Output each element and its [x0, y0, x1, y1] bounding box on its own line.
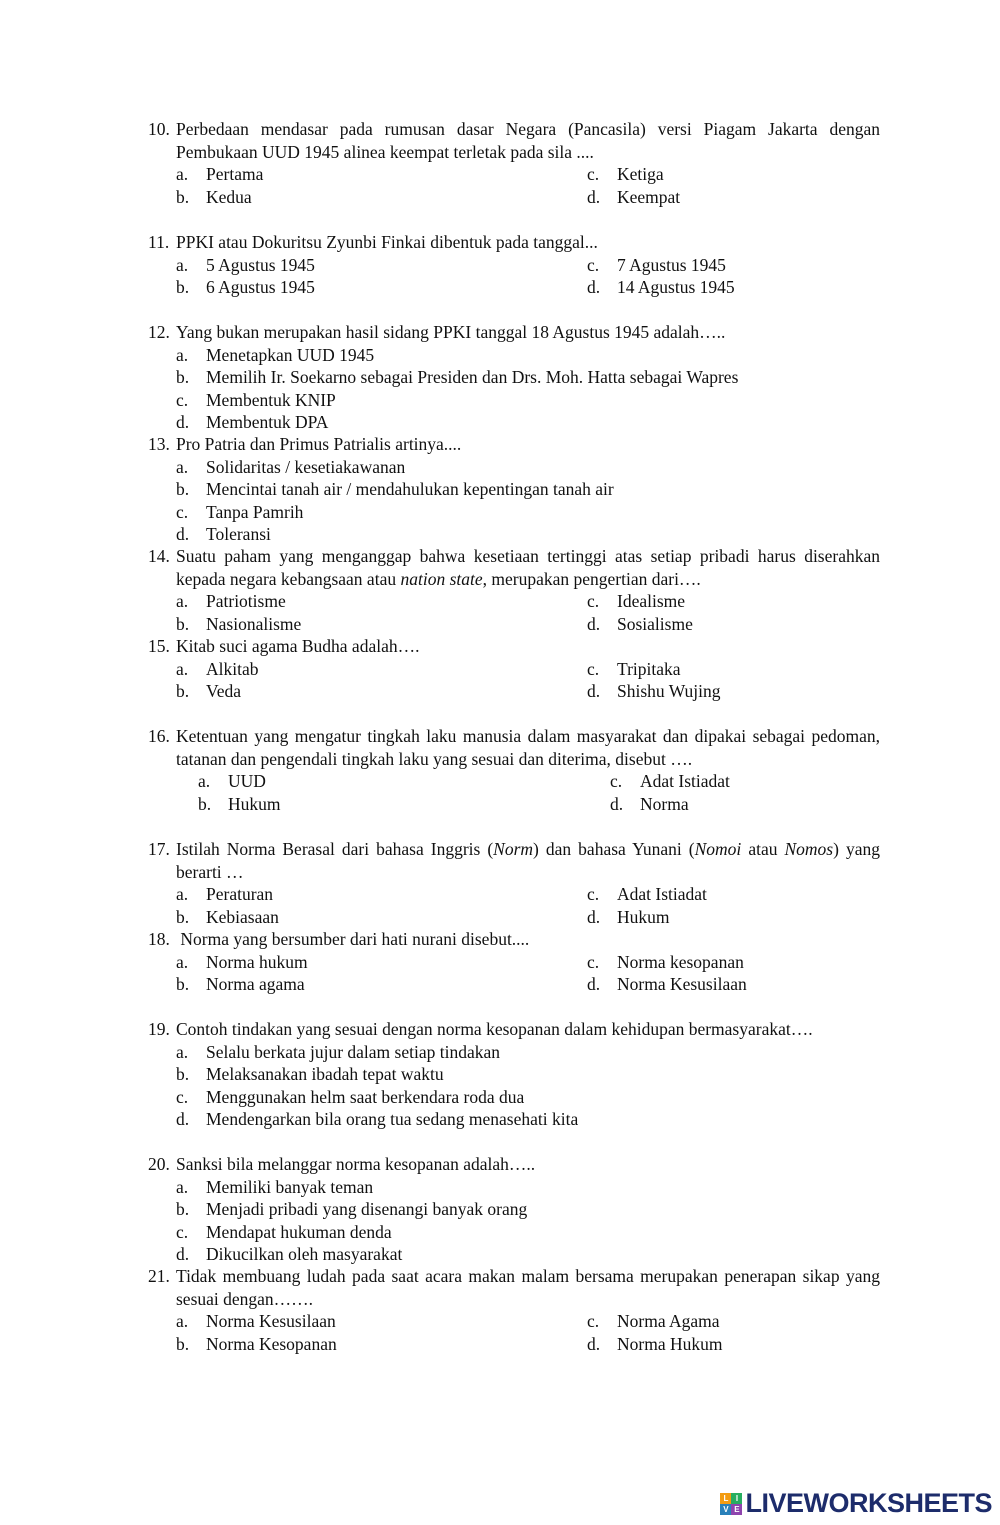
options	[176, 1310, 880, 1355]
option[interactable]	[587, 276, 880, 299]
option-letter: d.	[176, 524, 190, 544]
option-letter: c.	[587, 884, 600, 904]
option-text: 5 Agustus 1945	[206, 254, 315, 275]
option[interactable]	[587, 613, 880, 636]
logo-mark-cell: E	[731, 1504, 742, 1515]
option-text: Adat Istiadat	[640, 771, 730, 791]
option-letter: b.	[176, 186, 190, 207]
option-text: Norma Kesusilaan	[617, 974, 747, 994]
option[interactable]	[176, 411, 880, 434]
option-letter: a.	[176, 164, 189, 184]
option[interactable]	[176, 1221, 880, 1244]
question-text: Norma yang bersumber dari hati nurani disebut....	[176, 929, 530, 949]
option-letter: d.	[587, 906, 601, 927]
option-letter: b.	[176, 1199, 190, 1219]
question-16	[148, 725, 880, 815]
option-text: Kebiasaan	[206, 906, 279, 927]
option-text: UUD	[228, 771, 266, 791]
option[interactable]	[587, 186, 880, 209]
question-number: 15.	[148, 636, 170, 656]
option[interactable]	[587, 254, 880, 277]
question-number: 20.	[148, 1154, 170, 1174]
option[interactable]	[176, 1243, 880, 1266]
option[interactable]	[587, 590, 880, 613]
logo-mark-cell: I	[731, 1493, 742, 1504]
question-text: Tidak membuang ludah pada saat acara makan malam bersama merupakan penerapan sikap yang sesuai dengan…….	[176, 1266, 880, 1309]
option-text: Hukum	[617, 906, 670, 927]
option-letter: b.	[176, 479, 190, 499]
question-14	[148, 545, 880, 635]
option-letter: a.	[176, 951, 189, 972]
option-text: Kedua	[206, 186, 252, 207]
option-text: Idealisme	[617, 591, 686, 611]
option-text: Patriotisme	[206, 591, 286, 611]
option-text: Alkitab	[206, 658, 259, 679]
option-letter: d.	[610, 793, 624, 814]
question-number: 14.	[148, 546, 170, 566]
option[interactable]	[587, 973, 880, 996]
question-text	[176, 545, 880, 590]
option-text: Norma kesopanan	[617, 951, 744, 972]
question-number: 17.	[148, 839, 170, 859]
option-letter: b.	[176, 974, 190, 994]
option-letter: a.	[176, 344, 189, 365]
option-letter: c.	[610, 771, 623, 791]
logo-mark-cell: V	[720, 1504, 731, 1515]
option-letter: d.	[176, 412, 190, 432]
option[interactable]	[176, 344, 880, 367]
question-number: 13.	[148, 434, 170, 454]
option-letter: c.	[587, 591, 600, 611]
option[interactable]	[587, 680, 880, 703]
option-letter: b.	[176, 277, 190, 297]
question-text: PPKI atau Dokuritsu Zyunbi Finkai dibentuk pada tanggal...	[176, 232, 598, 252]
option-letter: a.	[176, 456, 189, 477]
question-text: Yang bukan merupakan hasil sidang PPKI tanggal 18 Agustus 1945 adalah…..	[176, 322, 726, 342]
option-text: Shishu Wujing	[617, 681, 721, 701]
options	[176, 1176, 880, 1266]
question-number: 12.	[148, 322, 170, 342]
option-text: Membentuk KNIP	[206, 389, 336, 410]
options	[198, 770, 880, 815]
option[interactable]	[176, 1108, 880, 1131]
option-letter: d.	[587, 1333, 601, 1354]
question-text-part: ) yang berarti …	[176, 839, 880, 882]
question-11	[148, 231, 880, 299]
option-text: 7 Agustus 1945	[617, 254, 726, 275]
logo-text: LIVEWORKSHEETS	[745, 1488, 992, 1518]
options	[176, 883, 880, 928]
options	[176, 344, 880, 434]
option-letter: a.	[176, 1176, 189, 1197]
option[interactable]	[176, 590, 587, 613]
option[interactable]	[176, 1310, 587, 1333]
option-letter: b.	[176, 1333, 190, 1354]
question-number: 16.	[148, 726, 170, 746]
option-letter: d.	[587, 681, 601, 701]
logo-mark-cell: L	[720, 1493, 731, 1504]
option[interactable]	[610, 770, 880, 793]
option[interactable]	[176, 906, 587, 929]
option-letter: a.	[176, 591, 189, 611]
option[interactable]	[176, 456, 880, 479]
question-text-italic: Norm	[493, 839, 534, 859]
option-text: Solidaritas / kesetiakawanan	[206, 456, 406, 477]
option-letter: a.	[176, 1041, 189, 1062]
option-text: Menetapkan UUD 1945	[206, 344, 375, 365]
question-text-part: Suatu paham yang menganggap bahwa kesetiaan tertinggi atas setiap pribadi harus diserahkan kepada negara kebangsaan atau	[176, 546, 880, 589]
option-letter: c.	[587, 951, 600, 972]
question-text: Sanksi bila melanggar norma kesopanan adalah…..	[176, 1154, 536, 1174]
options	[176, 951, 880, 996]
option-letter: b.	[176, 613, 190, 634]
option-letter: d.	[587, 186, 601, 207]
option[interactable]	[176, 1063, 880, 1086]
question-text-part: atau	[741, 839, 785, 859]
option-text: Mencintai tanah air / mendahulukan kepentingan tanah air	[206, 479, 614, 499]
option-letter: c.	[176, 389, 189, 410]
option[interactable]	[176, 254, 587, 277]
options	[176, 163, 880, 208]
option-letter: b.	[176, 1064, 190, 1084]
option-letter: c.	[176, 1086, 189, 1107]
option-text: Mendengarkan bila orang tua sedang menasehati kita	[206, 1109, 579, 1129]
option[interactable]	[176, 366, 880, 389]
option-text: Dikucilkan oleh masyarakat	[206, 1244, 403, 1264]
option[interactable]	[176, 883, 587, 906]
option[interactable]	[176, 1176, 880, 1199]
question-text-part: Istilah Norma Berasal dari bahasa Inggris (	[176, 839, 494, 859]
liveworksheets-logo[interactable]	[720, 1488, 992, 1519]
option[interactable]	[610, 793, 880, 816]
question-number: 19.	[148, 1019, 170, 1039]
question-18	[148, 928, 880, 996]
option[interactable]	[176, 613, 587, 636]
option-text: Melaksanakan ibadah tepat waktu	[206, 1064, 444, 1084]
question-10	[148, 118, 880, 208]
option[interactable]	[176, 523, 880, 546]
option-text: Tripitaka	[617, 658, 681, 679]
option-text: Norma agama	[206, 974, 305, 994]
option[interactable]	[587, 1310, 880, 1333]
question-text: Ketentuan yang mengatur tingkah laku manusia dalam masyarakat dan dipakai sebagai pedoman, tatanan dan pengendali tingkah laku yang sesuai dan diterima, disebut ….	[176, 726, 880, 769]
option[interactable]	[587, 951, 880, 974]
option[interactable]	[587, 658, 880, 681]
question-text: Pro Patria dan Primus Patrialis artinya....	[176, 434, 462, 454]
option-text: 6 Agustus 1945	[206, 277, 315, 297]
option-text: Norma Agama	[617, 1311, 720, 1331]
question-text-italic: Nomos	[784, 839, 834, 859]
option[interactable]	[198, 793, 610, 816]
option-letter: b.	[176, 906, 190, 927]
question-21	[148, 1265, 880, 1355]
option-letter: c.	[176, 1221, 189, 1242]
option[interactable]	[587, 906, 880, 929]
question-20	[148, 1153, 880, 1266]
question-number: 21.	[148, 1266, 170, 1286]
question-15	[148, 635, 880, 703]
option-text: Menjadi pribadi yang disenangi banyak orang	[206, 1199, 528, 1219]
question-19	[148, 1018, 880, 1131]
option-letter: d.	[587, 613, 601, 634]
option-text: Keempat	[617, 186, 681, 207]
option-text: Membentuk DPA	[206, 412, 329, 432]
options	[176, 1041, 880, 1131]
option-text: Adat Istiadat	[617, 884, 707, 904]
option[interactable]	[176, 658, 587, 681]
options	[176, 456, 880, 546]
option-letter: c.	[587, 658, 600, 679]
option-letter: b.	[198, 793, 212, 814]
option-text: Ketiga	[617, 164, 664, 184]
question-number: 18.	[148, 929, 170, 949]
option-text: Norma Hukum	[617, 1333, 723, 1354]
options	[176, 254, 880, 299]
option-letter: a.	[176, 1311, 189, 1331]
option[interactable]	[176, 951, 587, 974]
option[interactable]	[176, 680, 587, 703]
option[interactable]	[176, 389, 880, 412]
option-letter: d.	[587, 277, 601, 297]
question-text-italic: nation state	[400, 568, 483, 589]
option-letter: d.	[176, 1244, 190, 1264]
question-number: 11.	[148, 232, 170, 252]
option-text: Nasionalisme	[206, 613, 302, 634]
question-text-part: , merupakan pengertian dari….	[482, 568, 701, 589]
option[interactable]	[176, 1333, 587, 1356]
question-number: 10.	[148, 119, 170, 139]
question-12	[148, 321, 880, 434]
option-text: Tanpa Pamrih	[206, 501, 304, 522]
question-text	[176, 838, 880, 883]
option-text: Selalu berkata jujur dalam setiap tindakan	[206, 1041, 500, 1062]
question-13	[148, 433, 880, 546]
question-text: Contoh tindakan yang sesuai dengan norma kesopanan dalam kehidupan bermasyarakat….	[176, 1019, 813, 1039]
option[interactable]	[176, 163, 587, 186]
option[interactable]	[587, 163, 880, 186]
options	[176, 590, 880, 635]
option-letter: a.	[176, 658, 189, 679]
logo-mark-icon	[720, 1493, 742, 1515]
option-text: Toleransi	[206, 524, 271, 544]
options	[176, 658, 880, 703]
option[interactable]	[176, 501, 880, 524]
option-text: Sosialisme	[617, 613, 693, 634]
option[interactable]	[176, 973, 587, 996]
option-text: Norma Kesopanan	[206, 1333, 337, 1354]
option[interactable]	[176, 276, 587, 299]
option-text: Menggunakan helm saat berkendara roda dua	[206, 1086, 525, 1107]
option-text: Mendapat hukuman denda	[206, 1221, 392, 1242]
option-text: Pertama	[206, 164, 264, 184]
option-text: Norma hukum	[206, 951, 308, 972]
option-letter: b.	[176, 681, 190, 701]
option[interactable]	[587, 1333, 880, 1356]
option[interactable]	[587, 883, 880, 906]
option[interactable]	[176, 1086, 880, 1109]
option[interactable]	[176, 1041, 880, 1064]
option-letter: c.	[587, 254, 600, 275]
option-letter: c.	[587, 164, 600, 184]
option-letter: d.	[176, 1109, 190, 1129]
option-letter: c.	[176, 501, 189, 522]
option-text: 14 Agustus 1945	[617, 277, 735, 297]
option-text: Hukum	[228, 793, 281, 814]
option-letter: b.	[176, 367, 190, 387]
option-text: Memilih Ir. Soekarno sebagai Presiden dan Drs. Moh. Hatta sebagai Wapres	[206, 367, 739, 387]
question-text: Perbedaan mendasar pada rumusan dasar Negara (Pancasila) versi Piagam Jakarta dengan Pembukaan UUD 1945 alinea keempat terletak pada sila ....	[176, 119, 880, 162]
option-text: Veda	[206, 681, 241, 701]
option-text: Norma Kesusilaan	[206, 1311, 336, 1331]
question-text-part: ) dan bahasa Yunani (	[533, 839, 695, 859]
option-text: Peraturan	[206, 884, 274, 904]
option-letter: a.	[176, 884, 189, 904]
question-17	[148, 838, 880, 928]
option-letter: a.	[198, 771, 211, 791]
option-letter: d.	[587, 974, 601, 994]
option[interactable]	[176, 186, 587, 209]
question-text-italic: Nomoi	[694, 839, 742, 859]
option-text: Memiliki banyak teman	[206, 1176, 374, 1197]
option[interactable]	[198, 770, 610, 793]
option-text: Norma	[640, 793, 689, 814]
option[interactable]	[176, 478, 880, 501]
option-letter: a.	[176, 254, 189, 275]
option-letter: c.	[587, 1311, 600, 1331]
option[interactable]	[176, 1198, 880, 1221]
question-text: Kitab suci agama Budha adalah….	[176, 636, 420, 656]
